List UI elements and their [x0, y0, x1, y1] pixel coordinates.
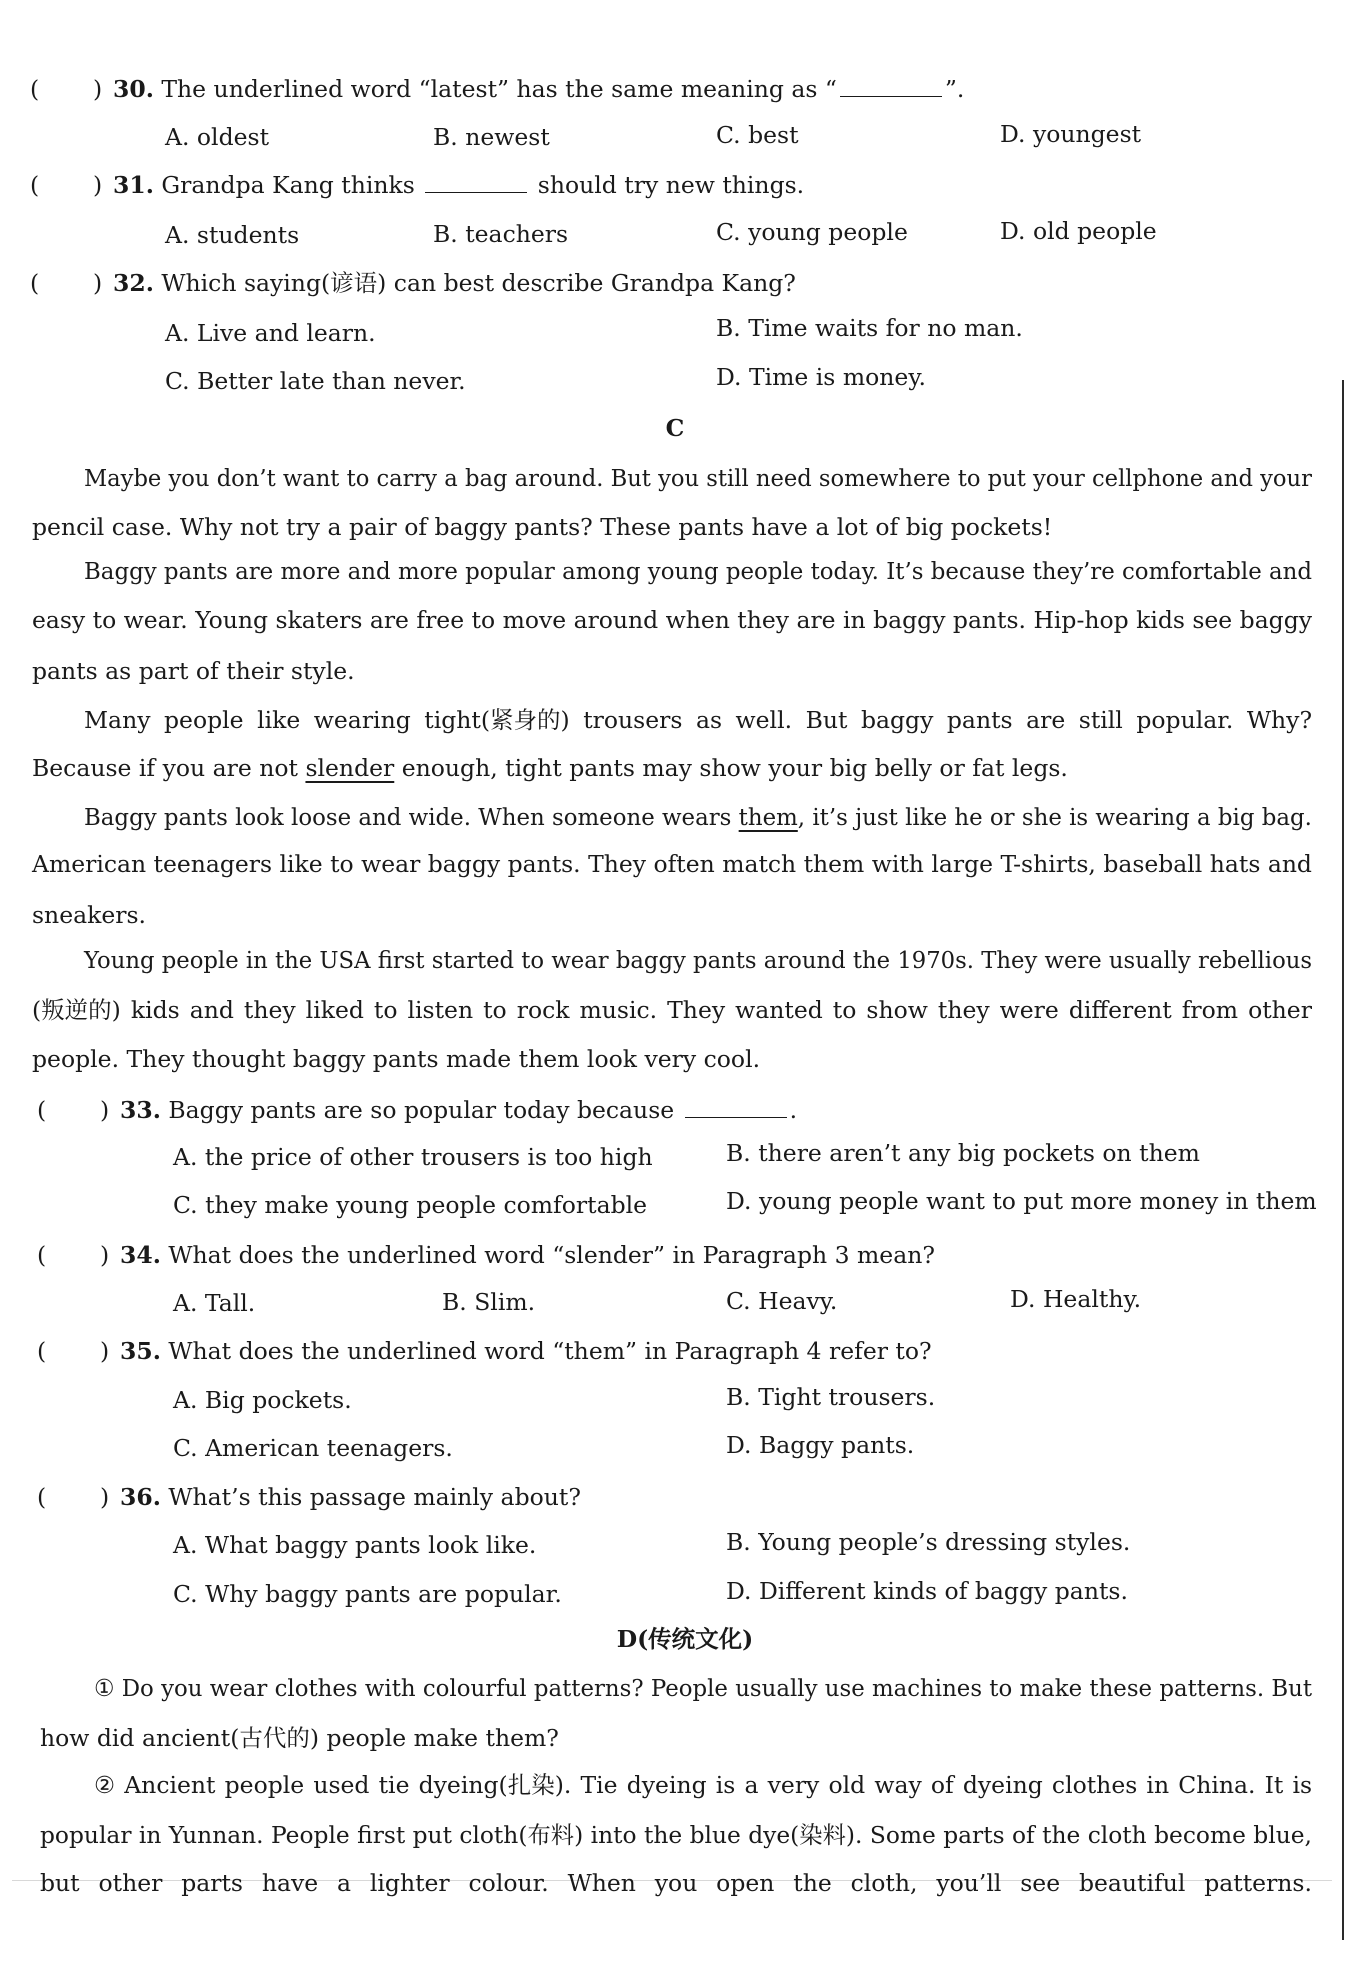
question-stem: Grandpa Kang thinks — [161, 171, 423, 199]
question-30 — [113, 74, 964, 104]
passage-text: Because if you are not — [32, 754, 306, 782]
passage-line: ① Do you wear clothes with colourful patterns? People usually use machines to make these patterns. But — [94, 1674, 1313, 1702]
passage-line: Maybe you don’t want to carry a bag around. But you still need somewhere to put your cellphone and your — [84, 464, 1312, 492]
passage-line: Many people like wearing tight(紧身的) trousers as well. But baggy pants are still popular. Why? — [84, 706, 1313, 734]
option-a: A. Big pockets. — [173, 1386, 352, 1414]
answer-bracket-close: ) — [93, 269, 103, 297]
option-a: A. Live and learn. — [165, 319, 376, 347]
answer-bracket-close: ) — [100, 1483, 110, 1511]
option-a: A. the price of other trousers is too high — [173, 1143, 653, 1171]
question-32 — [113, 268, 796, 298]
answer-bracket-close: ) — [100, 1096, 110, 1124]
section-d-heading: D(传统文化) — [616, 1625, 754, 1653]
answer-bracket-close: ) — [100, 1241, 110, 1269]
passage-line: people. They thought baggy pants made them look very cool. — [32, 1045, 761, 1073]
question-number: 33. — [120, 1096, 161, 1124]
passage-line: Young people in the USA first started to wear baggy pants around the 1970s. They were usually rebellious — [84, 946, 1313, 974]
passage-line — [32, 753, 1068, 783]
question-35 — [120, 1336, 932, 1366]
option-b: B. Slim. — [442, 1288, 536, 1316]
answer-bracket-close: ) — [93, 171, 103, 199]
passage-text: enough, tight pants may show your big belly or fat legs. — [394, 754, 1068, 782]
page-edge-line — [1342, 380, 1344, 1940]
option-c: C. young people — [716, 218, 908, 246]
option-b: B. Young people’s dressing styles. — [726, 1528, 1131, 1556]
passage-line — [84, 802, 1312, 832]
option-a: A. students — [165, 221, 300, 249]
passage-line: (叛逆的) kids and they liked to listen to rock music. They wanted to show they were different from other — [32, 996, 1312, 1024]
answer-bracket-close: ) — [93, 75, 103, 103]
option-d: D. Different kinds of baggy pants. — [726, 1577, 1128, 1605]
question-stem-end: should try new things. — [530, 171, 805, 199]
option-d: D. youngest — [1000, 120, 1142, 148]
question-stem-end: ”. — [944, 75, 965, 103]
answer-bracket-open: ( — [30, 75, 40, 103]
answer-bracket-open: ( — [37, 1241, 47, 1269]
passage-text: Baggy pants look loose and wide. When someone wears — [84, 803, 739, 831]
passage-line: ② Ancient people used tie dyeing(扎染). Tie dyeing is a very old way of dyeing clothes in China. It is — [94, 1771, 1313, 1799]
question-stem: What’s this passage mainly about? — [168, 1483, 581, 1511]
passage-line: popular in Yunnan. People first put cloth(布料) into the blue dye(染料). Some parts of the cloth become blue, — [40, 1821, 1312, 1849]
option-b: B. Tight trousers. — [726, 1383, 936, 1411]
option-b: B. there aren’t any big pockets on them — [726, 1139, 1200, 1167]
question-number: 34. — [120, 1241, 161, 1269]
option-b: B. teachers — [433, 220, 569, 248]
passage-line: American teenagers like to wear baggy pants. They often match them with large T-shirts, baseball hats and — [32, 850, 1312, 878]
answer-bracket-open: ( — [37, 1337, 47, 1365]
option-c: C. Heavy. — [726, 1287, 838, 1315]
option-b: B. Time waits for no man. — [716, 314, 1023, 342]
option-a: A. Tall. — [173, 1289, 256, 1317]
question-number: 31. — [113, 171, 154, 199]
answer-bracket-close: ) — [100, 1337, 110, 1365]
option-d: D. Time is money. — [716, 363, 926, 391]
question-34 — [120, 1240, 935, 1270]
question-stem-end: . — [789, 1096, 798, 1124]
section-c-heading: C — [665, 414, 685, 442]
passage-line: pencil case. Why not try a pair of baggy pants? These pants have a lot of big pockets! — [32, 513, 1053, 541]
passage-line: easy to wear. Young skaters are free to move around when they are in baggy pants. Hip-hop kids see baggy — [32, 606, 1312, 634]
question-stem: Baggy pants are so popular today because — [168, 1096, 682, 1124]
question-stem: What does the underlined word “slender” in Paragraph 3 mean? — [168, 1241, 935, 1269]
answer-bracket-open: ( — [37, 1483, 47, 1511]
option-d: D. Baggy pants. — [726, 1431, 915, 1459]
question-stem: What does the underlined word “them” in Paragraph 4 refer to? — [168, 1337, 932, 1365]
question-stem: The underlined word “latest” has the same meaning as “ — [161, 75, 837, 103]
question-number: 32. — [113, 269, 154, 297]
answer-bracket-open: ( — [30, 269, 40, 297]
passage-line: but other parts have a lighter colour. When you open the cloth, you’ll see beautiful patterns. — [40, 1869, 1312, 1897]
question-number: 36. — [120, 1483, 161, 1511]
question-number: 35. — [120, 1337, 161, 1365]
option-c: C. Better late than never. — [165, 367, 466, 395]
question-33 — [120, 1095, 797, 1125]
option-b: B. newest — [433, 123, 550, 151]
option-d: D. old people — [1000, 217, 1157, 245]
answer-bracket-open: ( — [37, 1096, 47, 1124]
passage-line: Baggy pants are more and more popular among young people today. It’s because they’re comfortable and — [84, 557, 1313, 585]
option-a: A. oldest — [165, 123, 270, 151]
passage-line: pants as part of their style. — [32, 657, 355, 685]
question-36 — [120, 1482, 581, 1512]
option-c: C. they make young people comfortable — [173, 1191, 648, 1219]
option-d: D. Healthy. — [1010, 1285, 1142, 1313]
option-c: C. Why baggy pants are popular. — [173, 1580, 562, 1608]
passage-text: , it’s just like he or she is wearing a big bag. — [797, 803, 1312, 831]
question-31 — [113, 170, 804, 200]
option-a: A. What baggy pants look like. — [173, 1531, 537, 1559]
passage-line: sneakers. — [32, 901, 147, 929]
answer-blank — [425, 172, 527, 193]
passage-line: how did ancient(古代的) people make them? — [40, 1724, 559, 1752]
answer-blank — [685, 1097, 787, 1118]
option-c: C. best — [716, 121, 799, 149]
question-stem: Which saying(谚语) can best describe Grandpa Kang? — [161, 269, 796, 297]
answer-bracket-open: ( — [30, 171, 40, 199]
option-d: D. young people want to put more money in them — [726, 1187, 1317, 1215]
option-c: C. American teenagers. — [173, 1434, 453, 1462]
question-number: 30. — [113, 75, 154, 103]
underlined-word-them: them — [738, 803, 798, 831]
answer-blank — [840, 76, 942, 97]
underlined-word-slender: slender — [305, 754, 395, 782]
